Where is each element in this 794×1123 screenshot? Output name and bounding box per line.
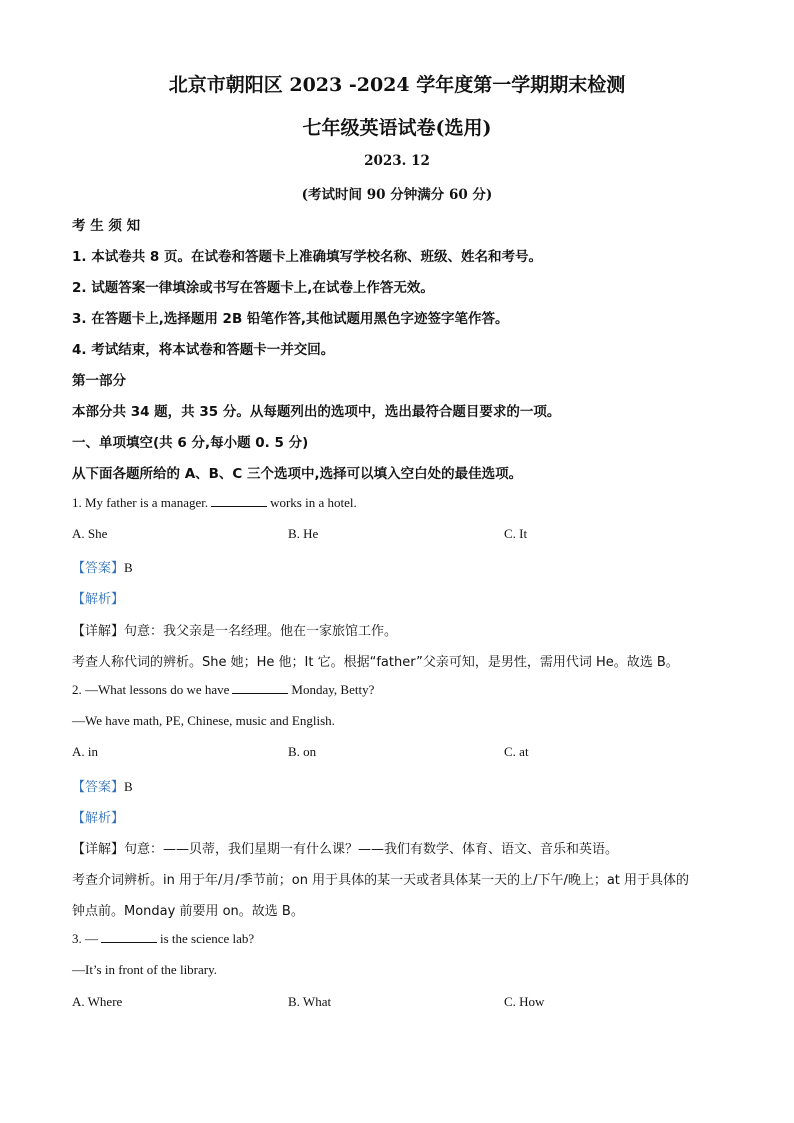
question-1-analysis-label: 【解析】 xyxy=(72,592,125,607)
question-2-detail xyxy=(72,838,618,857)
question-1-stem-before: 1. My father is a manager. xyxy=(72,495,209,510)
section-title: 一、单项填空(共 6 分,每小题 0. 5 分) xyxy=(72,435,309,451)
question-2-stem-before: 2. —What lessons do we have xyxy=(72,682,230,697)
question-3-option-c: C. How xyxy=(504,994,545,1009)
notice-item-4: 4. 考试结束，将本试卷和答题卡一并交回。 xyxy=(72,342,335,358)
question-1-answer xyxy=(72,557,133,576)
exam-time-note: (考试时间 90 分钟满分 60 分) xyxy=(301,187,493,203)
question-2-option-a: A. in xyxy=(72,744,98,759)
notice-item-1: 1. 本试卷共 8 页。在试卷和答题卡上准确填写学校名称、班级、姓名和考号。 xyxy=(72,249,543,265)
question-1-answer-value: B xyxy=(124,560,133,575)
question-3-stem-before: 3. — xyxy=(72,931,98,946)
question-3-stem xyxy=(72,931,254,947)
question-3-stem-after: is the science lab? xyxy=(160,931,255,946)
question-1-option-c: C. It xyxy=(504,526,528,541)
question-2-option-c: C. at xyxy=(504,744,529,759)
answer-label: 【答案】 xyxy=(72,780,125,795)
question-2-stem-after: Monday, Betty? xyxy=(291,682,375,697)
question-1-stem xyxy=(72,495,357,511)
section-instruction: 从下面各题所给的 A、B、C 三个选项中,选择可以填入空白处的最佳选项。 xyxy=(72,466,523,482)
question-2-explanation-line1: 考查介词辨析。in 用于年/月/季节前；on 用于具体的某一天或者具体某一天的上/下午/晚上；at 用于具体的 xyxy=(72,873,690,888)
answer-blank xyxy=(101,931,157,943)
answer-blank xyxy=(211,495,267,507)
detail-label: 【详解】 xyxy=(72,624,125,639)
exam-date: 2023. 12 xyxy=(364,153,430,169)
question-3-option-b: B. What xyxy=(288,994,332,1009)
answer-label: 【答案】 xyxy=(72,561,125,576)
part1-heading: 第一部分 xyxy=(72,373,126,389)
exam-title: 北京市朝阳区 2023 -2024 学年度第一学期期末检测 xyxy=(168,74,626,96)
question-3-stem-line2: —It’s in front of the library. xyxy=(72,962,218,977)
part1-intro: 本部分共 34 题，共 35 分。从每题列出的选项中，选出最符合题目要求的一项。 xyxy=(72,404,561,420)
question-2-stem xyxy=(72,682,374,698)
question-1-detail xyxy=(72,620,397,639)
notice-heading: 考 生 须 知 xyxy=(72,218,141,234)
question-2-stem-line2: —We have math, PE, Chinese, music and English. xyxy=(72,713,335,728)
answer-blank xyxy=(232,682,288,694)
notice-item-2: 2. 试题答案一律填涂或书写在答题卡上,在试卷上作答无效。 xyxy=(72,280,434,296)
question-1-stem-after: works in a hotel. xyxy=(270,495,357,510)
question-1-option-b: B. He xyxy=(288,526,319,541)
question-1-option-a: A. She xyxy=(72,526,108,541)
question-1-detail-text: 句意：我父亲是一名经理。他在一家旅馆工作。 xyxy=(124,624,398,639)
exam-subtitle: 七年级英语试卷(选用) xyxy=(302,117,492,139)
question-2-option-b: B. on xyxy=(288,744,317,759)
question-2-answer-value: B xyxy=(124,779,133,794)
notice-item-3: 3. 在答题卡上,选择题用 2B 铅笔作答,其他试题用黑色字迹签字笔作答。 xyxy=(72,311,509,327)
question-2-explanation-line2: 钟点前。Monday 前要用 on。故选 B。 xyxy=(72,904,304,919)
question-1-explanation: 考查人称代词的辨析。She 她；He 他；It 它。根据“father”父亲可知，是男性，需用代词 He。故选 B。 xyxy=(72,655,679,670)
question-2-answer xyxy=(72,776,133,795)
question-2-detail-text: 句意：——贝蒂，我们星期一有什么课？——我们有数学、体育、语文、音乐和英语。 xyxy=(124,842,619,857)
question-2-analysis-label: 【解析】 xyxy=(72,811,125,826)
detail-label: 【详解】 xyxy=(72,842,125,857)
question-3-option-a: A. Where xyxy=(72,994,123,1009)
